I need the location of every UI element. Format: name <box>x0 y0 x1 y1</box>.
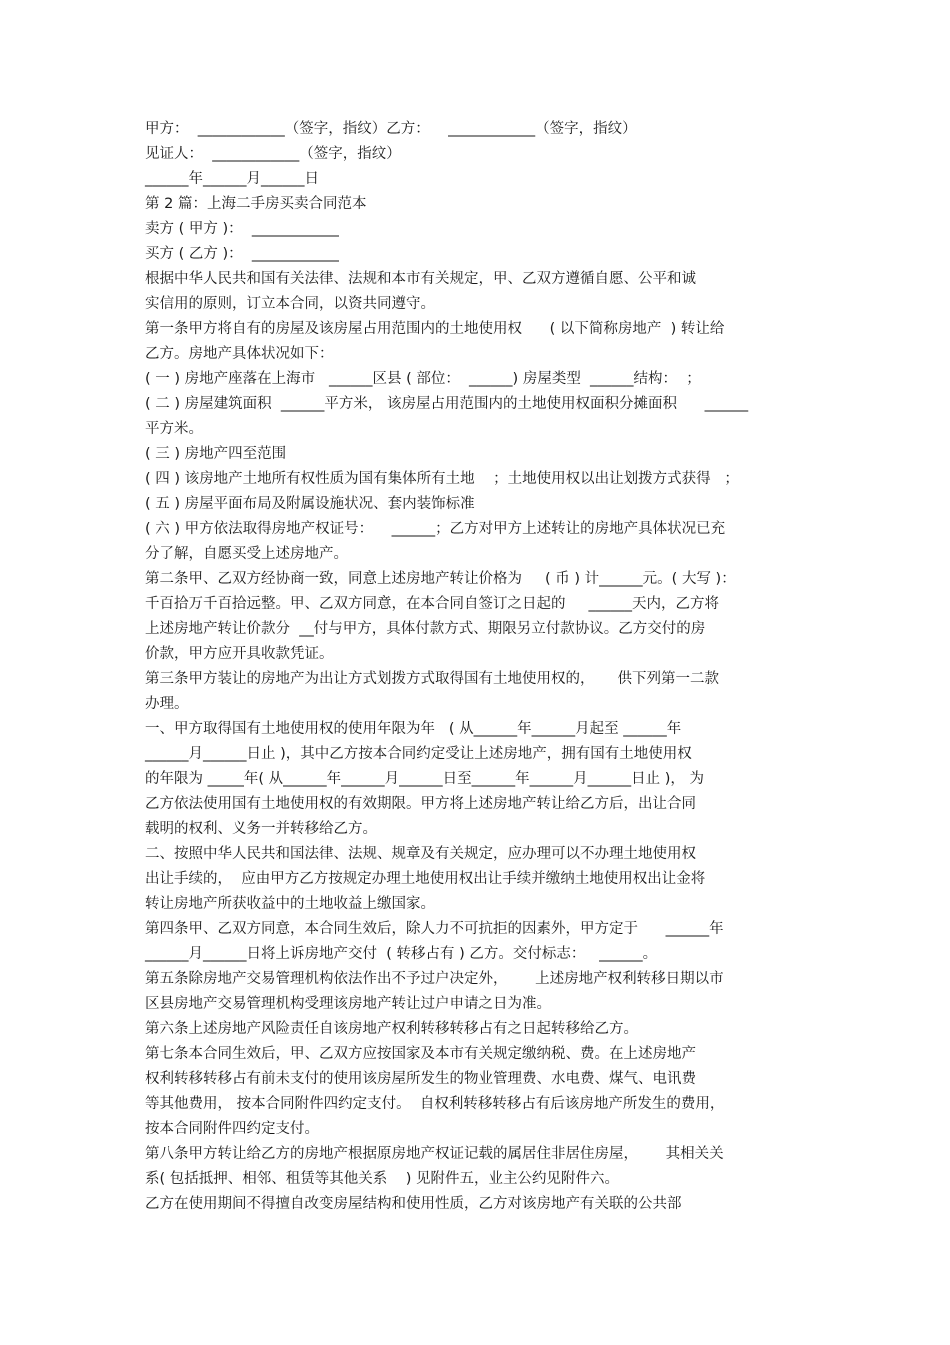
text-line: ( 六 ) 甲方依法取得房地产权证号： ______；乙方对甲方上述转让的房地产具体状况已充 <box>145 521 726 537</box>
text-line: 平方米。 <box>145 421 203 437</box>
text-line: ( 一 ) 房地产座落在上海市 ______区县 ( 部位： ______) 房屋类型 ______结构： ； <box>145 371 701 387</box>
text-line: 区县房地产交易管理机构受理该房地产转让过户申请之日为准。 <box>145 996 551 1012</box>
text-line: 第七条本合同生效后，甲、乙双方应按国家及本市有关规定缴纳税、费。在上述房地产 <box>145 1046 696 1062</box>
text-line: 价款，甲方应开具收款凭证。 <box>145 646 334 662</box>
text-line: ( 三 ) 房地产四至范围 <box>145 446 287 462</box>
section-title: 第 2 篇：上海二手房买卖合同范本 <box>145 196 367 212</box>
date-line: ______年______月______日 <box>145 171 319 187</box>
text-line: 乙方在使用期间不得擅自改变房屋结构和使用性质，乙方对该房地产有关联的公共部 <box>145 1196 682 1212</box>
text-line: 第一条甲方将自有的房屋及该房屋占用范围内的土地使用权 ( 以下简称房地产 ) 转让给 <box>145 321 725 337</box>
text-line: 载明的权利、义务一并转移给乙方。 <box>145 821 377 837</box>
buyer-line: 买方 ( 乙方 )： ____________ <box>145 246 339 262</box>
text-line: 第六条上述房地产风险责任自该房地产权利转移转移占有之日起转移给乙方。 <box>145 1021 638 1037</box>
signature-line-parties: 甲方： ____________（签字，指纹）乙方： ____________（签字，指纹） <box>145 121 637 137</box>
text-line: ( 五 ) 房屋平面布局及附属设施状况、套内装饰标准 <box>145 496 475 512</box>
text-line: ______月______日将上诉房地产交付 ( 转移占有 ) 乙方。交付标志： ______。 <box>145 946 658 962</box>
text-line: ( 二 ) 房屋建筑面积 ______平方米， 该房屋占用范围内的土地使用权面积分摊面积 ______ <box>145 396 749 412</box>
text-line: 第八条甲方转让给乙方的房地产根据原房地产权证记载的属居住非居住房屋， 其相关关 <box>145 1146 724 1162</box>
text-line: 等其他费用， 按本合同附件四约定支付。 自权利转移转移占有后该房地产所发生的费用， <box>145 1096 725 1112</box>
text-line: 第二条甲、乙双方经协商一致，同意上述房地产转让价格为 ( 币 ) 计______元。( 大写 )： <box>145 571 736 587</box>
text-line: 分了解，自愿买受上述房地产。 <box>145 546 348 562</box>
seller-line: 卖方 ( 甲方 )： ____________ <box>145 221 339 237</box>
text-line: 权利转移转移占有前未支付的使用该房屋所发生的物业管理费、水电费、煤气、电讯费 <box>145 1071 696 1087</box>
text-line: 第五条除房地产交易管理机构依法作出不予过户决定外， 上述房地产权利转移日期以市 <box>145 971 724 987</box>
text-line: ( 四 ) 该房地产土地所有权性质为国有集体所有土地 ；土地使用权以出让划拨方式获得 ； <box>145 471 739 487</box>
text-line: 转让房地产所获收益中的土地收益上缴国家。 <box>145 896 435 912</box>
text-line: 实信用的原则，订立本合同，以资共同遵守。 <box>145 296 435 312</box>
signature-line-witness: 见证人： ____________（签字，指纹） <box>145 146 401 162</box>
text-line: 乙方。房地产具体状况如下： <box>145 346 334 362</box>
text-line: 办理。 <box>145 696 189 712</box>
text-line: 千百拾万千百拾远整。甲、乙双方同意，在本合同自签订之日起的 ______天内，乙方将 <box>145 596 720 612</box>
text-line: 第四条甲、乙双方同意，本合同生效后，除人力不可抗拒的因素外，甲方定于 ______年 <box>145 921 724 937</box>
text-line: 的年限为 _____年( 从______年______月______日至______年______月______日止 )， 为 <box>145 771 704 787</box>
text-line: 乙方依法使用国有土地使用权的有效期限。甲方将上述房地产转让给乙方后，出让合同 <box>145 796 696 812</box>
text-line: 根据中华人民共和国有关法律、法规和本市有关规定，甲、乙双方遵循自愿、公平和诚 <box>145 271 696 287</box>
text-line: 系( 包括抵押、相邻、租赁等其他关系 ) 见附件五，业主公约见附件六。 <box>145 1171 619 1187</box>
text-line: 出让手续的， 应由甲方乙方按规定办理土地使用权出让手续并缴纳土地使用权出让金将 <box>145 871 706 887</box>
text-line: 按本合同附件四约定支付。 <box>145 1121 319 1137</box>
text-line: 上述房地产转让价款分 __付与甲方，具体付款方式、期限另立付款协议。乙方交付的房 <box>145 621 706 637</box>
text-line: 二、按照中华人民共和国法律、法规、规章及有关规定，应办理可以不办理土地使用权 <box>145 846 696 862</box>
text-line: 第三条甲方装让的房地产为出让方式划拨方式取得国有土地使用权的， 供下列第一二款 <box>145 671 720 687</box>
text-line: 一、甲方取得国有土地使用权的使用年限为年 ( 从______年______月起至 ______年 <box>145 721 682 737</box>
text-line: ______月______日止 )，其中乙方按本合同约定受让上述房地产，拥有国有土地使用权 <box>145 746 692 762</box>
